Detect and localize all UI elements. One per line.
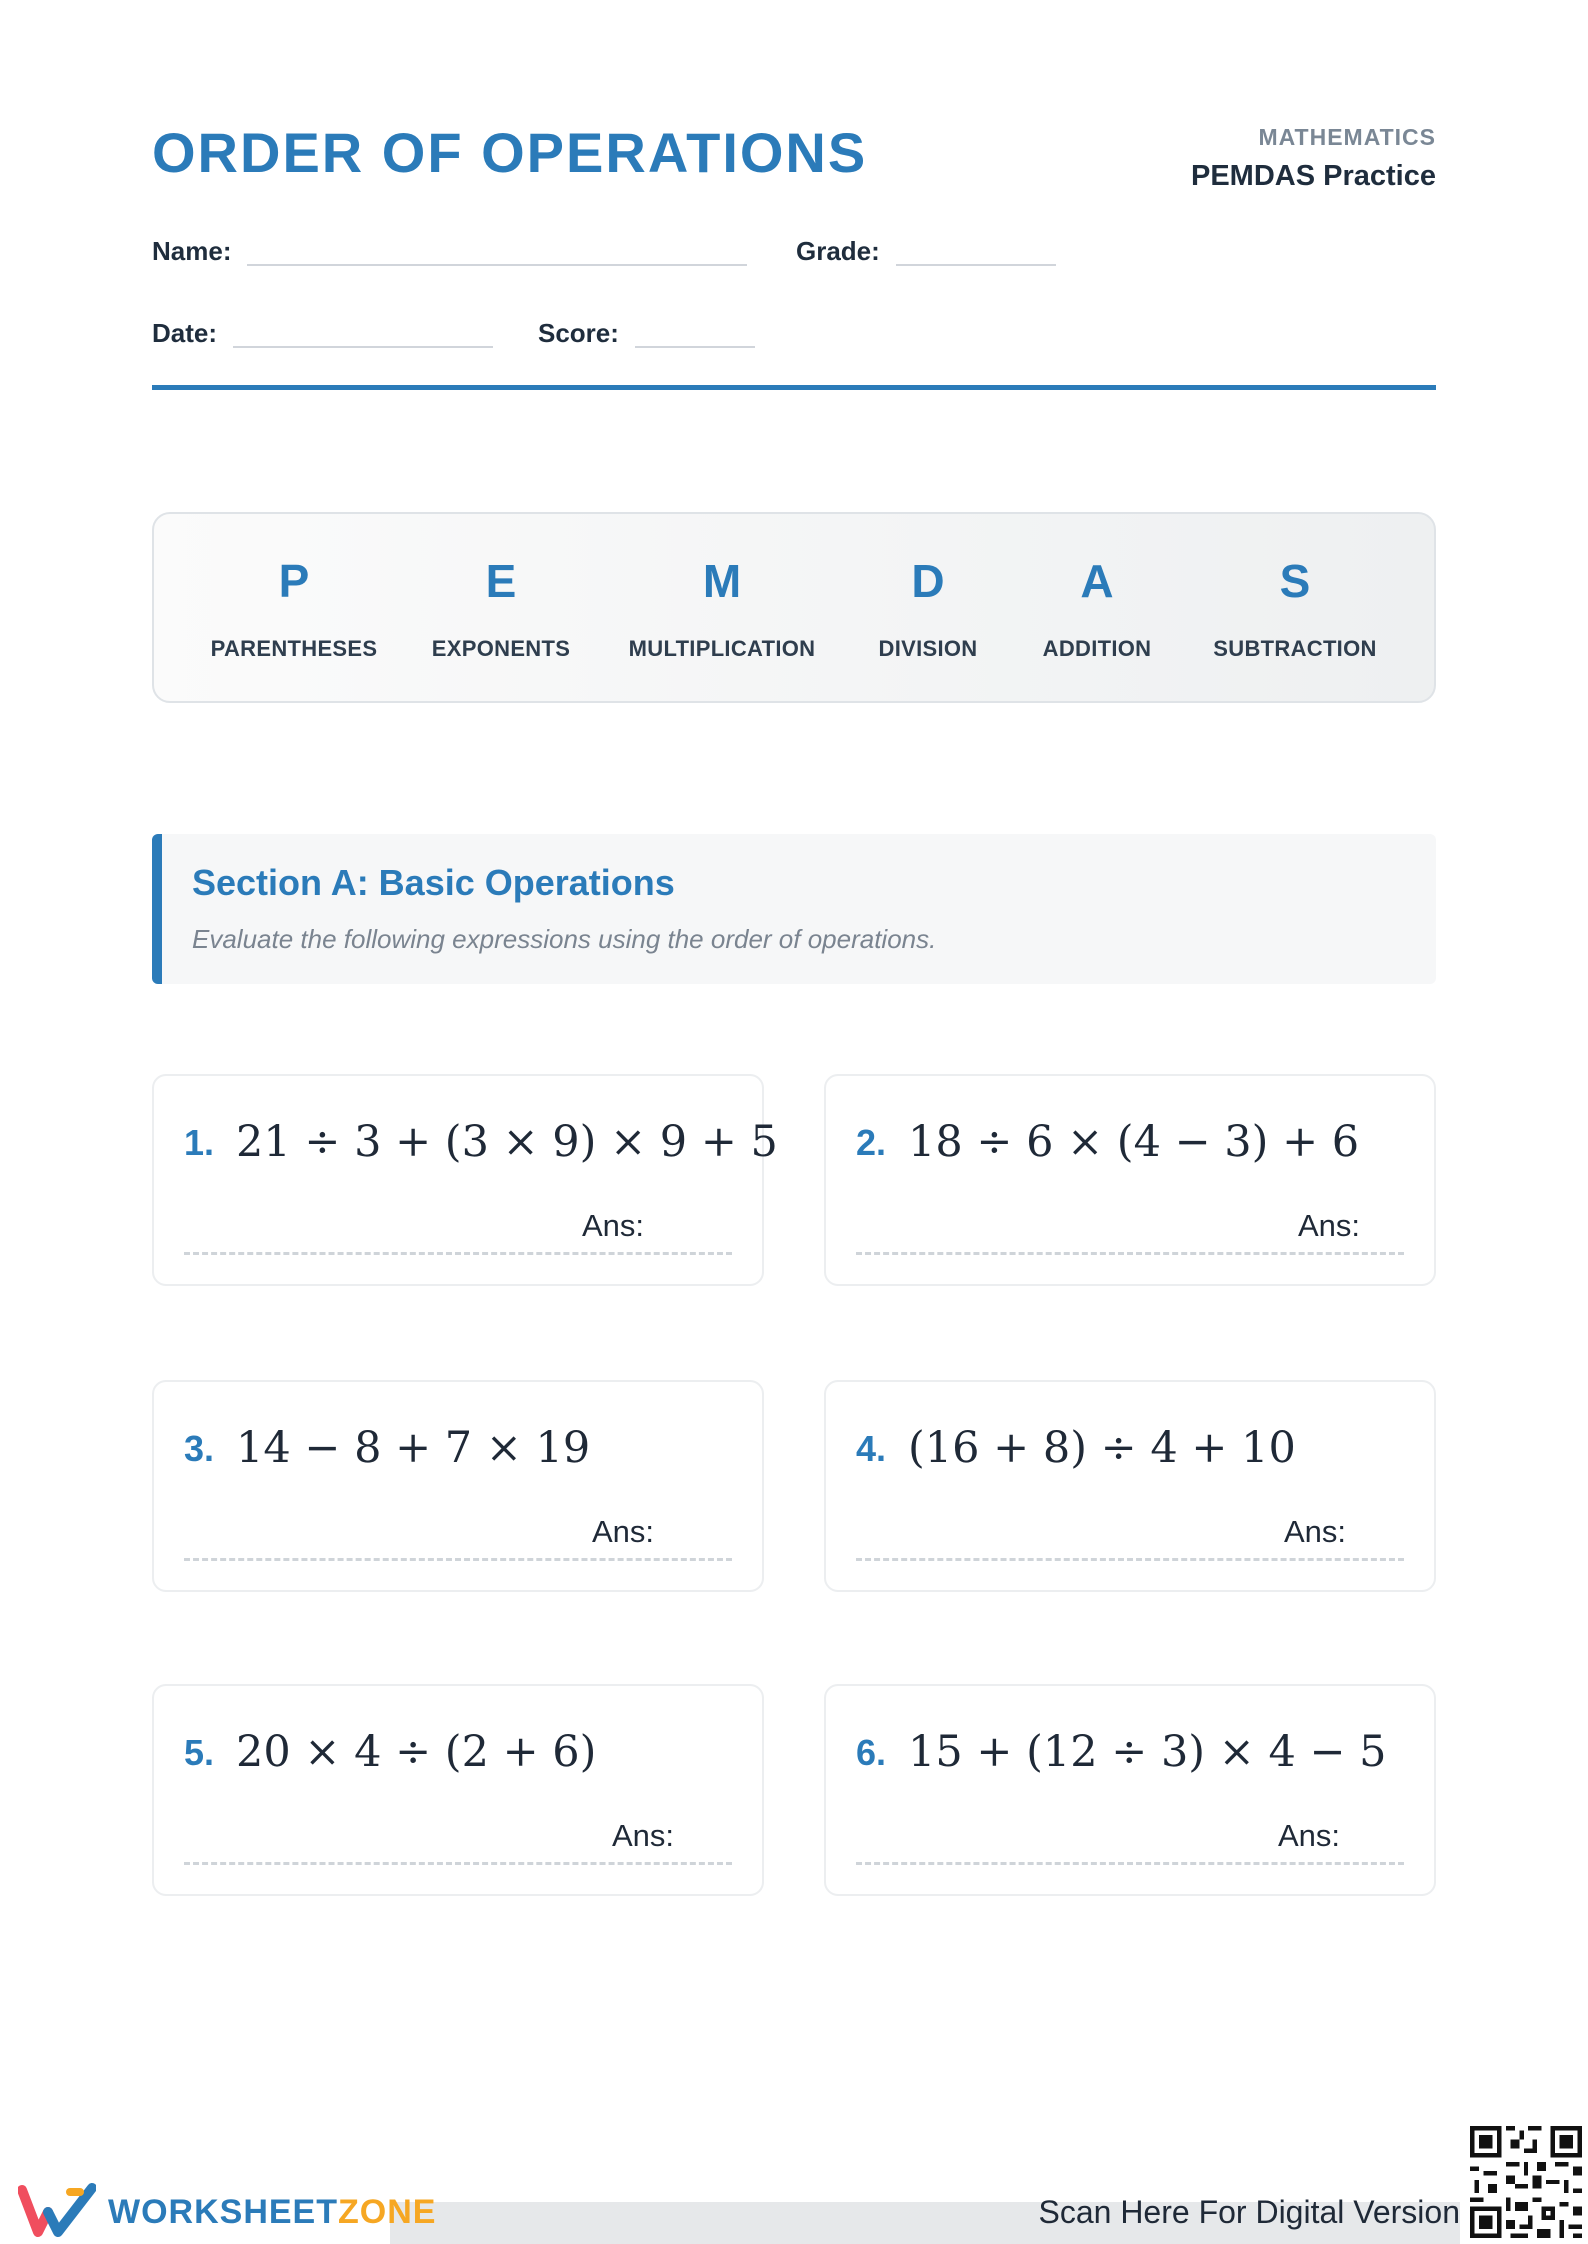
score-input-line[interactable]: [635, 318, 755, 348]
pemdas-letter: P: [278, 555, 310, 607]
brand-name-part2: ZONE: [338, 2193, 437, 2231]
brand-name-part1: WORKSHEET: [108, 2193, 338, 2231]
problem-number: 1.: [184, 1122, 215, 1163]
worksheetzone-logo-icon: [18, 2182, 96, 2238]
score-label: Score:: [538, 318, 619, 348]
answer-line[interactable]: [184, 1862, 732, 1865]
section-a-header: [152, 834, 1436, 984]
pemdas-letter: S: [1279, 555, 1311, 607]
pemdas-word: MULTIPLICATION: [628, 636, 816, 661]
grade-label: Grade:: [796, 236, 880, 266]
problem-number: 5.: [184, 1732, 215, 1773]
subject-block: [1191, 122, 1436, 196]
pemdas-word: DIVISION: [878, 636, 978, 661]
pemdas-reference: [152, 512, 1436, 703]
worksheet-subtitle: PEMDAS Practice: [1191, 160, 1436, 192]
answer-line[interactable]: [856, 1252, 1404, 1255]
header-divider: [152, 385, 1436, 390]
pemdas-word: EXPONENTS: [431, 636, 571, 661]
section-instructions: Evaluate the following expressions using the order of operations.: [192, 924, 937, 954]
name-input-line[interactable]: [247, 236, 747, 266]
problem-number: 6.: [856, 1732, 887, 1773]
problem-expression: 14 − 8 + 7 × 19: [236, 1423, 591, 1473]
problem-expression: 21 ÷ 3 + (3 × 9) × 9 + 5: [236, 1117, 778, 1167]
answer-label: Ans:: [612, 1818, 675, 1853]
problem-card-5: [152, 1684, 764, 1896]
answer-label: Ans:: [1278, 1818, 1341, 1853]
answer-label: Ans:: [582, 1208, 645, 1243]
pemdas-word: SUBTRACTION: [1213, 636, 1377, 661]
date-input-line[interactable]: [233, 318, 493, 348]
pemdas-letter: E: [485, 555, 517, 607]
subject-label: MATHEMATICS: [1258, 124, 1436, 150]
problem-number: 3.: [184, 1428, 215, 1469]
name-label: Name:: [152, 236, 232, 266]
problem-card-2: [824, 1074, 1436, 1286]
problem-expression: 18 ÷ 6 × (4 − 3) + 6: [908, 1117, 1360, 1167]
pemdas-letter: A: [1080, 555, 1114, 607]
answer-line[interactable]: [856, 1862, 1404, 1865]
grade-field: [796, 236, 1056, 266]
answer-line[interactable]: [856, 1558, 1404, 1561]
qr-code-icon[interactable]: [1470, 2126, 1582, 2238]
pemdas-word: PARENTHESES: [210, 636, 378, 661]
name-field: [152, 236, 747, 266]
answer-label: Ans:: [1298, 1208, 1361, 1243]
problem-card-1: [152, 1074, 778, 1286]
section-title: Section A: Basic Operations: [192, 862, 675, 903]
answer-line[interactable]: [184, 1252, 732, 1255]
problem-expression: 15 + (12 ÷ 3) × 4 − 5: [908, 1727, 1387, 1777]
problem-card-4: [824, 1380, 1436, 1592]
date-field: [152, 318, 493, 348]
page-title: ORDER OF OPERATIONS: [152, 121, 868, 184]
brand-name: [108, 2190, 436, 2234]
problem-number: 4.: [856, 1428, 887, 1469]
problem-expression: 20 × 4 ÷ (2 + 6): [236, 1727, 597, 1777]
grade-input-line[interactable]: [896, 236, 1056, 266]
section-accent-bar: [152, 834, 162, 984]
date-label: Date:: [152, 318, 218, 348]
problem-expression: (16 + 8) ÷ 4 + 10: [908, 1423, 1296, 1473]
problem-card-6: [824, 1684, 1436, 1896]
score-field: [538, 318, 755, 348]
answer-label: Ans:: [1284, 1514, 1347, 1549]
pemdas-word: ADDITION: [1042, 636, 1152, 661]
pemdas-letter: D: [911, 555, 945, 607]
problem-card-3: [152, 1380, 764, 1592]
problem-number: 2.: [856, 1122, 887, 1163]
answer-label: Ans:: [592, 1514, 655, 1549]
scan-instruction: Scan Here For Digital Version: [1038, 2194, 1460, 2230]
answer-line[interactable]: [184, 1558, 732, 1561]
pemdas-letter: M: [702, 555, 742, 607]
